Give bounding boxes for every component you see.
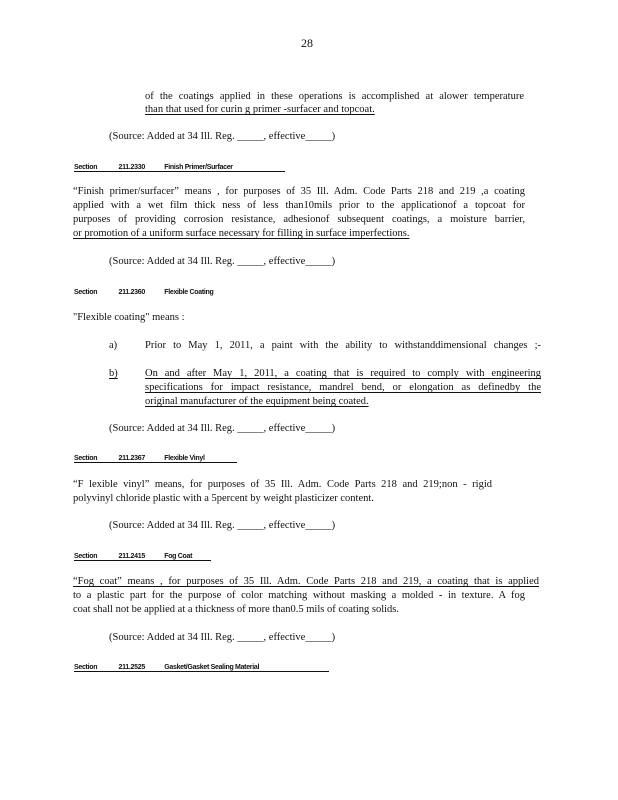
- section-word: Section: [74, 455, 98, 462]
- section-word: Section: [74, 553, 98, 560]
- section-title: Flexible Vinyl: [164, 455, 205, 462]
- section-number: 211.2330: [118, 164, 145, 171]
- flexible-vinyl-line-1: “F lexible vinyl” means, for purposes of 35 Ill. Adm. Code Parts 218 and 219;non - rigid: [73, 479, 492, 490]
- flexible-coating-def: "Flexible coating" means :: [73, 312, 185, 323]
- finish-def-line-4: or promotion of a uniform surface necessary for filling in surface imperfections.: [73, 228, 410, 239]
- section-underline: [74, 671, 329, 672]
- intro-line-2: than that used for curin g primer -surfacer and topcoat.: [145, 104, 375, 115]
- item-a-label: a): [109, 340, 118, 351]
- item-b-line-1: On and after May 1, 2011, a coating that is required to comply with engineering: [145, 368, 541, 379]
- section-heading-fog-coat: [74, 550, 192, 564]
- source-note-4: (Source: Added at 34 Ill. Reg. _____, effective_____): [109, 520, 336, 531]
- finish-def-line-3: purposes of providing corrosion resistance, adhesionof subsequent coatings, a moisture barrier,: [73, 214, 525, 225]
- section-number: 211.2415: [118, 553, 145, 560]
- source-note-5: (Source: Added at 34 Ill. Reg. _____, effective_____): [109, 632, 336, 643]
- section-title: Gasket/Gasket Sealing Material: [164, 664, 260, 671]
- source-note-3: (Source: Added at 34 Ill. Reg. _____, effective_____): [109, 423, 336, 434]
- section-heading-flexible-coating: [74, 286, 214, 300]
- section-number: 211.2525: [118, 664, 145, 671]
- fog-coat-line-3: coat shall not be applied at a thickness of more than0.5 mils of coating solids.: [73, 604, 400, 615]
- section-word: Section: [74, 664, 98, 671]
- section-heading-flexible-vinyl: [74, 452, 205, 466]
- flexible-vinyl-line-2: polyvinyl chloride plastic with a 5percent by weight plasticizer content.: [73, 493, 374, 504]
- source-note-1: (Source: Added at 34 Ill. Reg. _____, effective_____): [109, 131, 336, 142]
- fog-coat-line-1: “Fog coat” means , for purposes of 35 Ill. Adm. Code Parts 218 and 219, a coating that is applied: [73, 576, 539, 587]
- section-underline: [74, 560, 211, 561]
- section-number: 211.2367: [118, 455, 145, 462]
- intro-line-1: of the coatings applied in these operations is accomplished at alower temperature: [145, 91, 524, 102]
- section-number: 211.2360: [118, 289, 145, 296]
- finish-def-line-2: applied with a wet film thick ness of less than10mils prior to the applicationof a topcoat for: [73, 200, 525, 211]
- page-number: 28: [301, 36, 313, 50]
- section-word: Section: [74, 289, 98, 296]
- item-b-label: b): [109, 368, 118, 379]
- section-heading-gasket: [74, 661, 259, 675]
- section-heading-finish-primer: [74, 161, 233, 175]
- section-word: Section: [74, 164, 98, 171]
- section-underline: [74, 171, 285, 172]
- fog-coat-line-2: to a plastic part for the purpose of color matching without masking a molded - in texture. A fog: [73, 590, 525, 601]
- finish-def-line-1: “Finish primer/surfacer” means , for purposes of 35 Ill. Adm. Code Parts 218 and 219 ,a coating: [73, 186, 525, 197]
- section-title: Flexible Coating: [164, 289, 214, 296]
- item-b-line-2: specifications for impact resistance, mandrel bend, or elongation as definedby the: [145, 382, 541, 393]
- section-title: Fog Coat: [164, 553, 193, 560]
- section-title: Finish Primer/Surfacer: [164, 164, 233, 171]
- item-a-text: Prior to May 1, 2011, a paint with the ability to withstanddimensional changes ;-: [145, 340, 541, 351]
- section-underline: [74, 462, 237, 463]
- item-b-line-3: original manufacturer of the equipment being coated.: [145, 396, 369, 407]
- source-note-2: (Source: Added at 34 Ill. Reg. _____, effective_____): [109, 256, 336, 267]
